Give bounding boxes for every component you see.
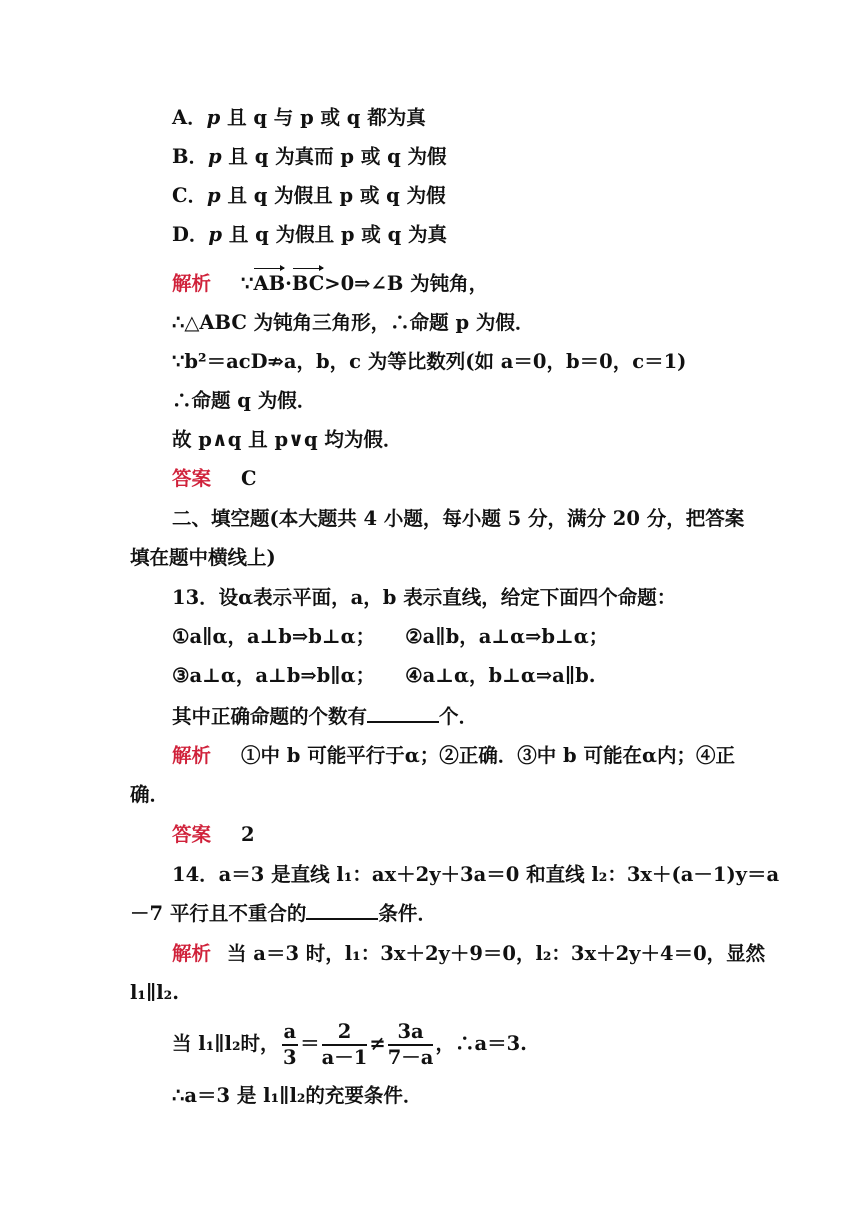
option-b: B．p 且 q 为真而 p 或 q 为假 <box>172 145 447 168</box>
analysis-label: 解析 <box>172 272 212 295</box>
answer-blank[interactable] <box>367 703 439 723</box>
q13-question: 其中正确命题的个数有 个． <box>172 705 479 728</box>
q13-stem: 13．设α表示平面，a，b 表示直线，给定下面四个命题： <box>172 586 677 609</box>
q12-analysis-line1: 解析 ∵AB·BC>0⇒∠B 为钝角， <box>172 270 772 298</box>
analysis-label: 解析 <box>172 942 212 965</box>
prop-1: ①a∥α，a⊥b⇒b⊥α； <box>172 625 376 648</box>
fraction-2-over-a-minus-1: $\frac{2}{a-1}$ <box>321 1019 368 1069</box>
q13-analysis-line2: 确． <box>130 783 170 806</box>
analysis-label: 解析 <box>172 744 212 767</box>
q14-analysis-line2: l₁∥l₂. <box>130 981 180 1004</box>
vector-ab: AB <box>253 270 285 298</box>
q13-props-row1 <box>172 623 772 651</box>
q14-stem-line2: －7 平行且不重合的 条件． <box>130 902 437 925</box>
answer-label: 答案 <box>172 467 212 490</box>
q12-analysis-line5: 故 p∧q 且 p∨q 均为假． <box>172 428 403 451</box>
prop-3: ③a⊥α，a⊥b⇒b∥α； <box>172 664 376 687</box>
q12-analysis-line4: ∴命题 q 为假． <box>172 389 317 412</box>
section-title-line1: 二、填空题(本大题共 4 小题，每小题 5 分，满分 20 分，把答案 <box>172 507 745 530</box>
q14-analysis-line4: ∴a＝3 是 l₁∥l₂的充要条件． <box>172 1084 423 1107</box>
prop-2: ②a∥b，a⊥α⇒b⊥α； <box>405 625 609 648</box>
fraction-3a-over-7-minus-a: $\frac{3a}{7-a}$ <box>387 1019 434 1069</box>
q14-analysis-line1: 解析 当 a＝3 时，l₁：3x＋2y＋9＝0，l₂：3x＋2y＋4＝0，显然 <box>172 942 766 965</box>
answer-label: 答案 <box>172 823 212 846</box>
q14-stem-line1: 14．a＝3 是直线 l₁：ax＋2y＋3a＝0 和直线 l₂：3x＋(a－1)y＝a <box>172 863 780 886</box>
option-a: A．p 且 q 与 p 或 q 都为真 <box>172 106 426 129</box>
vector-bc: BC <box>292 270 324 298</box>
answer-value: C <box>241 467 257 490</box>
section-title-line2: 填在题中横线上) <box>130 546 276 569</box>
q13-analysis-line1: 解析 ①中 b 可能平行于α；②正确．③中 b 可能在α内；④正 <box>172 744 735 767</box>
answer-value: 2 <box>241 823 255 846</box>
q12-answer <box>172 465 772 493</box>
option-c: C．p 且 q 为假且 p 或 q 为假 <box>172 184 446 207</box>
q13-answer <box>172 821 772 849</box>
q12-analysis-line2: ∴△ABC 为钝角三角形，∴命题 p 为假． <box>172 311 535 334</box>
q14-analysis-line3: 当 l₁∥l₂时， $\frac{a}{3}$ ＝ $\frac{2}{a-1}$ ≠ $\frac{3a}{7-a}$ ，∴a＝3. <box>172 1019 527 1069</box>
q13-props-row2 <box>172 662 772 690</box>
q12-analysis-line3: ∵b²＝acD⇏a，b，c 为等比数列(如 a＝0，b＝0，c＝1) <box>172 350 687 373</box>
prop-4: ④a⊥α，b⊥α⇒a∥b. <box>405 664 596 687</box>
fraction-a-over-3: $\frac{a}{3}$ <box>283 1019 297 1069</box>
option-d: D．p 且 q 为假且 p 或 q 为真 <box>172 223 447 246</box>
answer-blank[interactable] <box>306 900 378 920</box>
